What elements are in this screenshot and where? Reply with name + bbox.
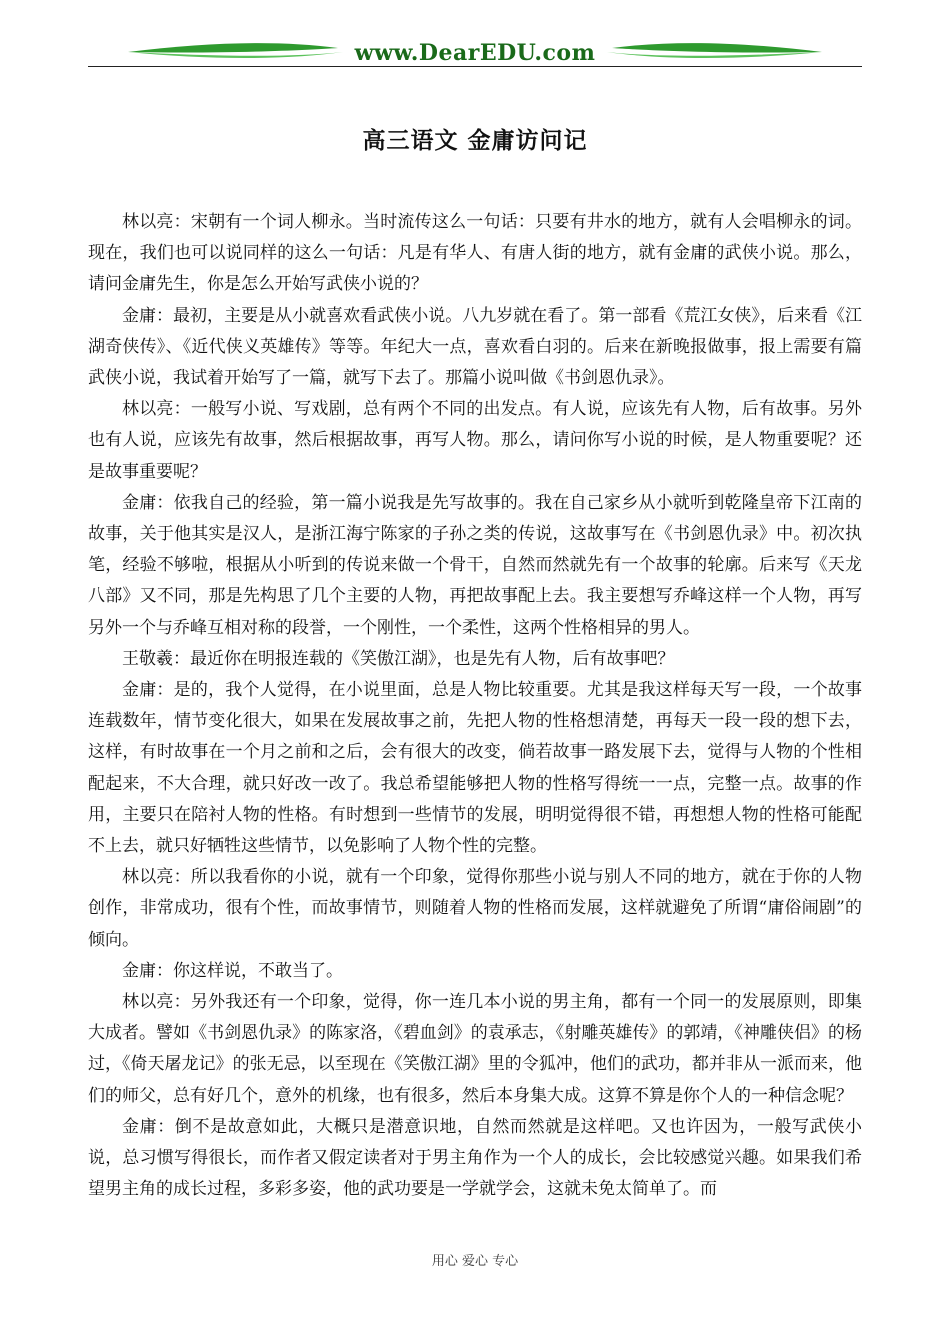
paragraph: 林以亮：宋朝有一个词人柳永。当时流传这么一句话：只要有井水的地方，就有人会唱柳永的词。现在，我们也可以说同样的这么一句话：凡是有华人、有唐人街的地方，就有金庸的武侠小说。那么，请问金庸先生，你是怎么开始写武侠小说的？ [88,212,862,295]
paragraph: 林以亮：一般写小说、写戏剧，总有两个不同的出发点。有人说，应该先有人物，后有故事。另外也有人说，应该先有故事，然后根据故事，再写人物。那么，请问你写小说的时候，是人物重要呢？还是故事重要呢？ [88,399,862,482]
site-logo-text[interactable]: www.DearEDU.com [351,40,600,66]
article-body [88,207,862,1206]
paragraph: 金庸：你这样说，不敢当了。 [122,960,343,981]
paragraph: 林以亮：另外我还有一个印象，觉得，你一连几本小说的男主角，都有一个同一的发展原则，即集大成者。譬如《书剑恩仇录》的陈家洛，《碧血剑》的袁承志，《射雕英雄传》的郭靖，《神雕侠侣》的杨过，《倚天屠龙记》的张无忌，以至现在《笑傲江湖》里的令狐冲，他们的武功，都并非从一派而来，他们的师父，总有好几个，意外的机缘，也有很多，然后本身集大成。这算不算是你个人的一种信念呢？ [88,992,862,1106]
header-rule [88,66,862,67]
paragraph: 金庸：倒不是故意如此，大概只是潜意识地，自然而然就是这样吧。又也许因为，一般写武侠小说，总习惯写得很长，而作者又假定读者对于男主角作为一个人的成长，会比较感觉兴趣。如果我们希望男主角的成长过程，多彩多姿，他的武功要是一学就学会，这就未免太简单了。而 [88,1116,862,1200]
paragraph: 王敬羲：最近你在明报连载的《笑傲江湖》，也是先有人物，后有故事吧？ [122,648,675,669]
paragraph: 林以亮：所以我看你的小说，就有一个印象，觉得你那些小说与别人不同的地方，就在于你的人物创作，非常成功，很有个性，而故事情节，则随着人物的性格而发展，这样就避免了所谓“庸俗闹剧”的倾向。 [88,867,862,950]
paragraph: 金庸：依我自己的经验，第一篇小说我是先写故事的。我在自己家乡从小就听到乾隆皇帝下江南的故事，关于他其实是汉人，是浙江海宁陈家的子孙之类的传说，这故事写在《书剑恩仇录》中。初次执笔，经验不够啦，根据从小听到的传说来做一个骨干，自然而然就先有一个故事的轮廓。后来写《天龙八部》又不同，那是先构思了几个主要的人物，再把故事配上去。我主要想写乔峰这样一个人物，再写另外一个与乔峰互相对称的段誉，一个刚性，一个柔性，这两个性格相异的男人。 [88,492,862,638]
site-logo[interactable] [88,40,862,66]
paragraph: 金庸：是的，我个人觉得，在小说里面，总是人物比较重要。尤其是我这样每天写一段，一个故事连载数年，情节变化很大，如果在发展故事之前，先把人物的性格想清楚，再每天一段一段的想下去，这样，有时故事在一个月之前和之后，会有很大的改变，倘若故事一路发展下去，觉得与人物的个性相配起来，不大合理，就只好改一改了。我总希望能够把人物的性格写得统一一点，完整一点。故事的作用，主要只在陪衬人物的性格。有时想到一些情节的发展，明明觉得很不错，再想想人物的性格可能配不上去，就只好牺牲这些情节，以免影响了人物个性的完整。 [88,680,862,857]
page-footer: 用心 爱心 专心 [431,1254,519,1269]
page-title: 高三语文 金庸访问记 [362,128,588,154]
paragraph: 金庸：最初，主要是从小就喜欢看武侠小说。八九岁就在看了。第一部看《荒江女侠》，后来看《江湖奇侠传》、《近代侠义英雄传》等等。年纪大一点，喜欢看白羽的。后来在新晚报做事，报上需要有篇武侠小说，我试着开始写了一篇，就写下去了。那篇小说叫做《书剑恩仇录》。 [88,305,862,389]
